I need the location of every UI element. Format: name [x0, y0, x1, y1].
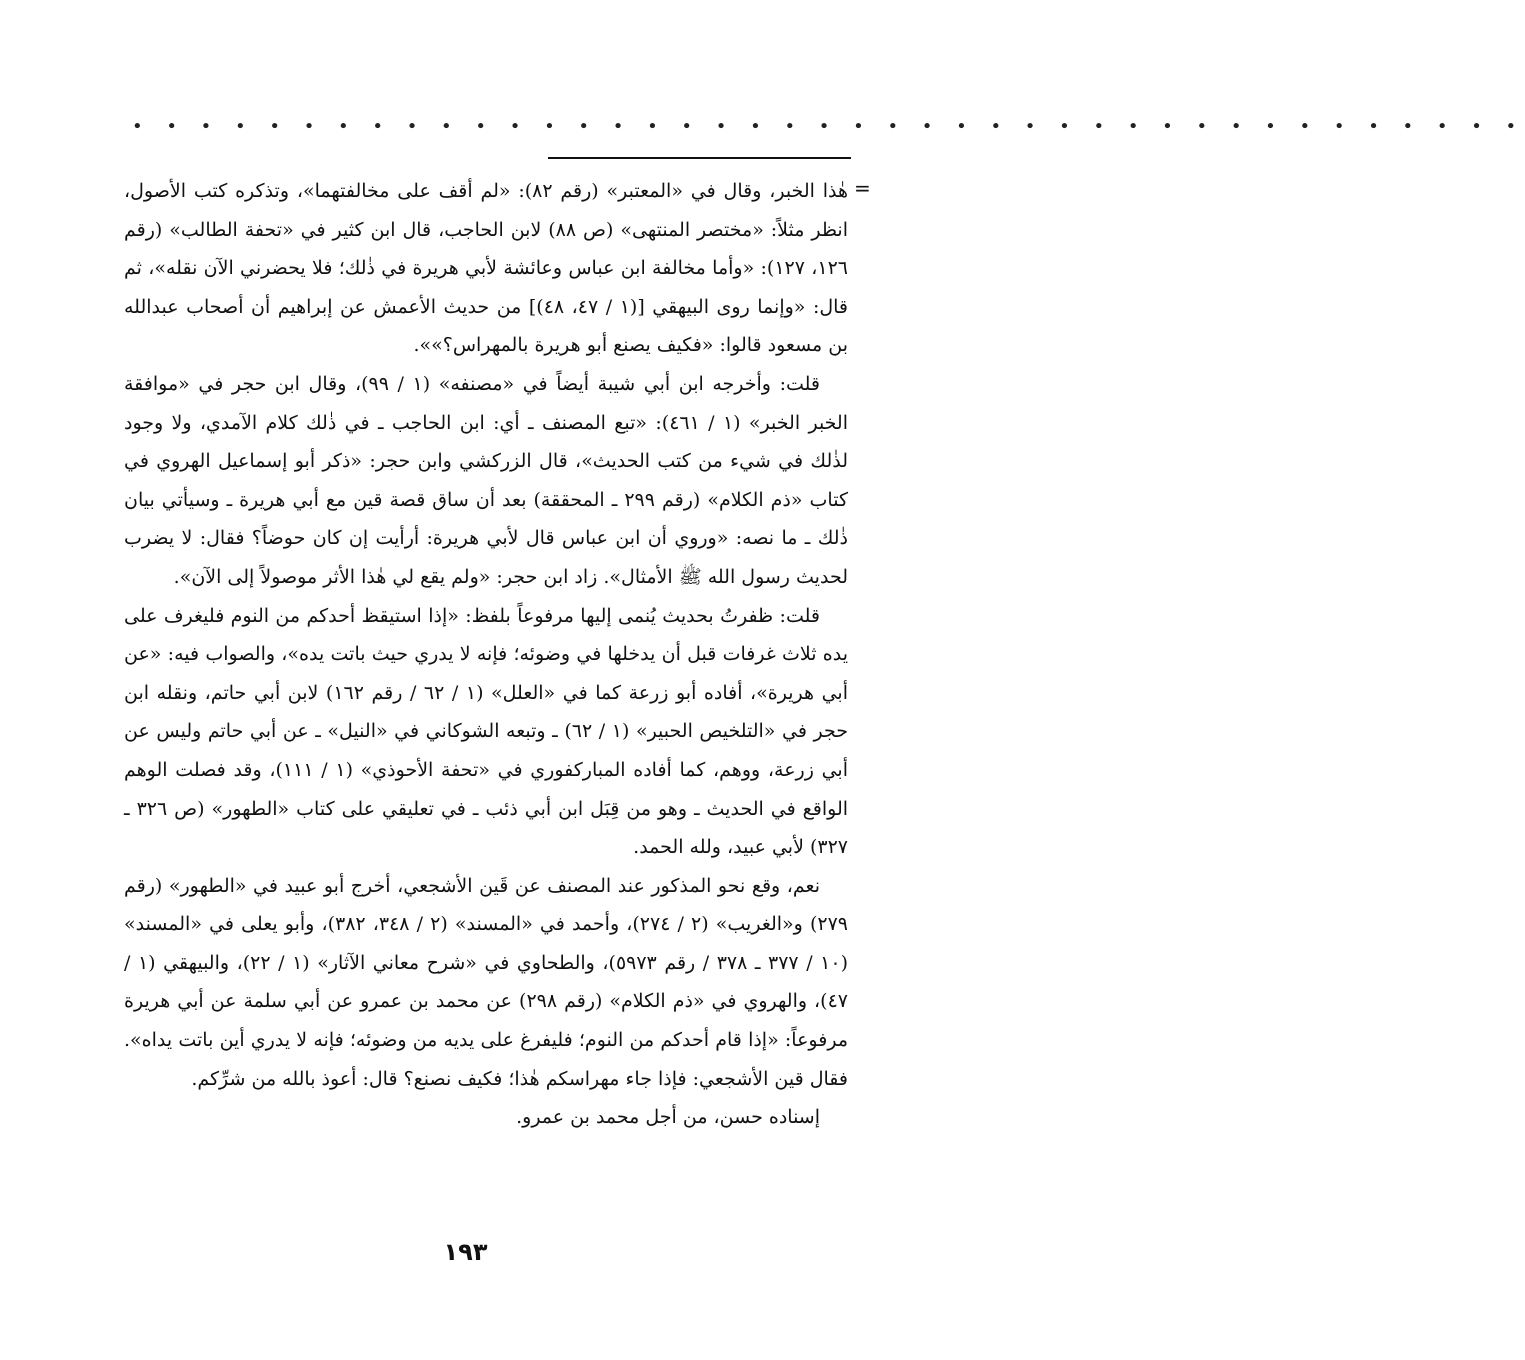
footnote-text — [124, 172, 848, 1137]
header-dotted-line: • • • • • • • • • • • • • • • • • • • • • • • • • • • • • • • • • • • • • • • • • — [132, 116, 1525, 137]
paragraph: هٰذا الخبر، وقال في «المعتبر» (رقم ٨٢): «لم أقف على مخالفتهما»، وتذكره كتب الأصول، انظر مثلاً: «مختصر المنتهى» (ص ٨٨) لابن الحاجب، قال ابن كثير في «تحفة الطالب» (رقم ١٢٦، ١٢٧): «وأما مخالفة ابن عباس وعائشة لأبي هريرة في ذٰلك؛ فلا يحضرني الآن نقله»، ثم قال: «وإنما روى البيهقي [(١ / ٤٧، ٤٨)] من حديث الأعمش عن إبراهيم أن أصحاب عبدالله بن مسعود قالوا: «فكيف يصنع أبو هريرة بالمهراس؟»». — [124, 180, 849, 357]
paragraph: نعم، وقع نحو المذكور عند المصنف عن قَين الأشجعي، أخرج أبو عبيد في «الطهور» (رقم ٢٧٩) و«الغريب» (٢ / ٢٧٤)، وأحمد في «المسند» (٢ / ٣٤٨، ٣٨٢)، وأبو يعلى في «المسند» (١٠ / ٣٧٧ ـ ٣٧٨ / رقم ٥٩٧٣)، والطحاوي في «شرح معاني الآثار» (١ / ٢٢)، والبيهقي (١ / ٤٧)، والهروي في «ذم الكلام» (رقم ٢٩٨) عن محمد بن عمرو عن أبي سلمة عن أبي هريرة مرفوعاً: «إذا قام أحدكم من النوم؛ فليفرغ على يديه من وضوئه؛ فإنه لا يدري أين باتت يداه». فقال قين الأشجعي: فإذا جاء مهراسكم هٰذا؛ فكيف نصنع؟ قال: أعوذ بالله من شرِّكم. — [124, 874, 849, 1090]
footnote-separator-rule — [548, 157, 851, 159]
paragraph: قلت: وأخرجه ابن أبي شيبة أيضاً في «مصنفه» (١ / ٩٩)، وقال ابن حجر في «موافقة الخبر الخبر» (١ / ٤٦١): «تبع المصنف ـ أي: ابن الحاجب ـ في ذٰلك كلام الآمدي، ولا وجود لذٰلك في شيء من كتب الحديث»، قال الزركشي وابن حجر: «ذكر أبو إسماعيل الهروي في كتاب «ذم الكلام» (رقم ٢٩٩ ـ المحققة) بعد أن ساق قصة قين مع أبي هريرة ـ وسيأتي بيان ذٰلك ـ ما نصه: «وروي أن ابن عباس قال لأبي هريرة: أرأيت إن كان حوضاً؟ فقال: لا يضرب لحديث رسول الله ﷺ الأمثال». زاد ابن حجر: «ولم يقع لي هٰذا الأثر موصولاً إلى الآن». — [124, 372, 849, 588]
paragraph: قلت: ظفرتُ بحديث يُنمى إليها مرفوعاً بلفظ: «إذا استيقظ أحدكم من النوم فليغرف على يده ثلاث غرفات قبل أن يدخلها في وضوئه؛ فإنه لا يدري حيث باتت يده»، والصواب فيه: «عن أبي هريرة»، أفاده أبو زرعة كما في «العلل» (١ / ٦٢ / رقم ١٦٢) لابن أبي حاتم، ونقله ابن حجر في «التلخيص الحبير» (١ / ٦٢) ـ وتبعه الشوكاني في «النيل» ـ عن أبي حاتم وليس عن أبي زرعة، ووهم، كما أفاده المباركفوري في «تحفة الأحوذي» (١ / ١١١)، وقد فصلت الوهم الواقع في الحديث ـ وهو من قِبَل ابن أبي ذئب ـ في تعليقي على كتاب «الطهور» (ص ٣٢٦ ـ ٣٢٧) لأبي عبيد، ولله الحمد. — [124, 604, 849, 859]
page-number: ١٩٣ — [443, 1238, 488, 1266]
paragraph: إسناده حسن، من أجل محمد بن عمرو. — [516, 1106, 820, 1129]
continuation-mark: = — [854, 176, 871, 200]
